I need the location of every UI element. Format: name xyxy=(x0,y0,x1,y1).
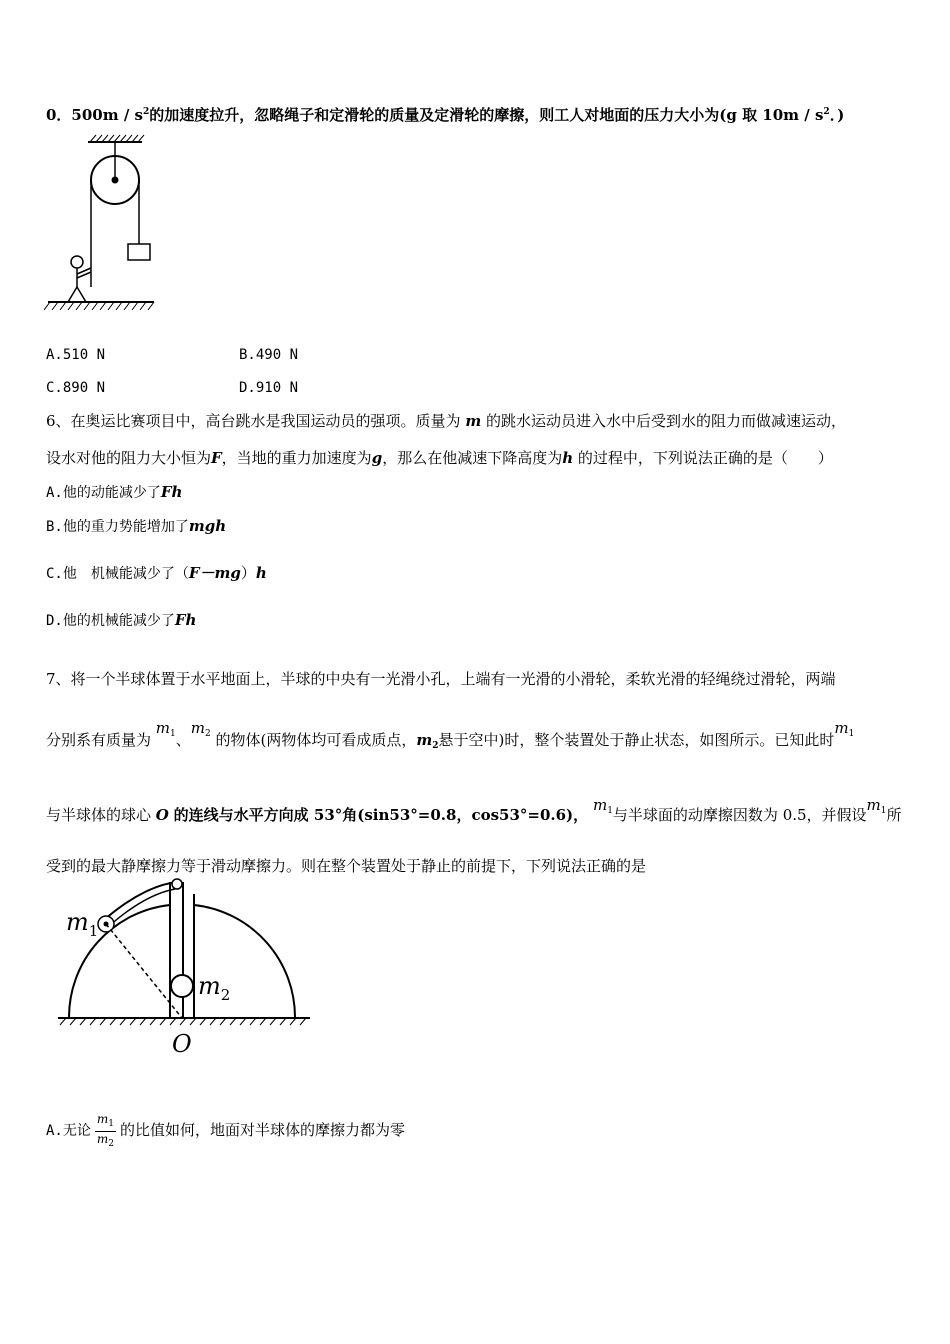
q5-stem: 0．$500m / s^2$的加速度拉升，忽略绳子和定滑轮的质量及定滑轮的摩擦，则工人对地面的压力大小为(g 取 $10m / s^2$．) xyxy=(46,106,845,124)
q6-stem-line2: 设水对他的阻力大小恒为F，当地的重力加速度为g，那么在他减速下降高度为h 的过程中，下列说法正确的是（ ） xyxy=(46,449,833,467)
q5-option-b[interactable]: B.490 N xyxy=(239,347,299,363)
q7-stem-line2: 分别系有质量为 $m_1$、$m_2$ 的物体(两物体均可看成质点，$m_2$悬于空中)时，整个装置处于静止状态，如图所示。已知此时$m_1$ xyxy=(46,719,855,751)
q5-option-a[interactable]: A.510 N xyxy=(46,347,106,363)
q6-stem-line1: 6、在奥运比赛项目中，高台跳水是我国运动员的强项。质量为 m 的跳水运动员进入水中后受到水的阻力而做减速运动， xyxy=(46,412,846,430)
q6-option-c[interactable]: C.他 机械能减少了（F－mg）h xyxy=(46,564,267,582)
q7-stem-line4: 受到的最大静摩擦力等于滑动摩擦力。则在整个装置处于静止的前提下，下列说法正确的是 xyxy=(46,857,647,875)
svg-text:m1: $m_1$ xyxy=(66,908,99,940)
svg-text:O: O xyxy=(172,1030,192,1058)
q7-stem-line3: 与半球体的球心 O 的连线与水平方向成 53°角(sin53°=0.8，cos53°=0.6)， $m_1$与半球面的动摩擦因数为 0.5，并假设$m_1$所 xyxy=(46,796,902,824)
q6-option-b[interactable]: B.他的重力势能增加了mgh xyxy=(46,517,227,535)
pulley-figure xyxy=(44,132,164,322)
q7-option-a[interactable]: A.无论 $\frac{m_1}{m_2}$ 的比值如何，地面对半球体的摩擦力都为零 xyxy=(46,1111,405,1149)
q6-option-d[interactable]: D.他的机械能减少了Fh xyxy=(46,611,197,629)
q7-stem-line1: 7、将一个半球体置于水平地面上，半球的中央有一光滑小孔，上端有一光滑的小滑轮，柔软光滑的轻绳绕过滑轮，两端 xyxy=(46,670,836,688)
q6-option-a[interactable]: A.他的动能减少了Fh xyxy=(46,483,183,501)
q5-option-d[interactable]: D.910 N xyxy=(239,380,299,396)
hemisphere-figure xyxy=(54,872,324,1062)
svg-text:m2: $m_2$ xyxy=(198,972,231,1004)
mass-ratio-fraction: $\frac{m_1}{m_2}$ xyxy=(96,1111,114,1149)
q5-option-c[interactable]: C.890 N xyxy=(46,380,106,396)
